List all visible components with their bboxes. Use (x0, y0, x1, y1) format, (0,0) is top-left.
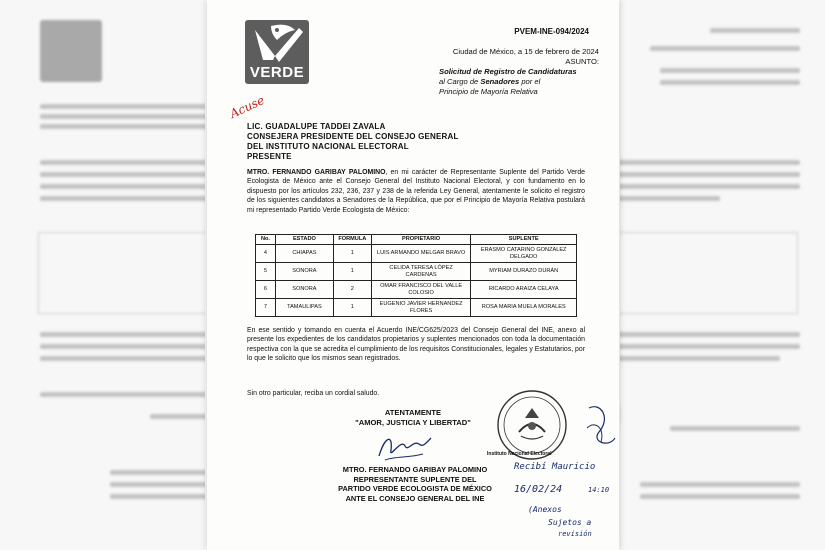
paragraph-1-text: , en mi carácter de Representante Suplente del Partido Verde Ecologista de México ante el Consejo General del Instituto Nacional Electoral, y con fundamento en lo dispuesto por los artículos 232, 236, 237 y 238 de la referida Ley General, atentamente le solicito el registro de los siguientes candidatos a Senadores de la República, que por el Principio de Mayoría Relativa postulará mi representado Partido Verde Ecologista de México: (247, 169, 586, 214)
cell-suplente: RICARDO ARAIZA CELAYA (471, 281, 577, 299)
background-blur-left (0, 0, 205, 550)
signer-block (295, 465, 535, 503)
cell-propietario: OMAR FRANCISCO DEL VALLE COLOSIO (371, 281, 471, 299)
table-row (256, 263, 577, 281)
cell-formula: 1 (333, 245, 371, 263)
candidates-table (255, 234, 577, 317)
table-row (256, 299, 577, 317)
header-propietario: PROPIETARIO (371, 235, 471, 245)
body-paragraph-3: Sin otro particular, reciba un cordial saludo. (247, 390, 380, 397)
addressee-name: LIC. GUADALUPE TADDEI ZAVALA (247, 122, 386, 131)
asunto-label: ASUNTO: (565, 57, 599, 66)
cell-formula: 2 (333, 281, 371, 299)
signature-scribble (375, 426, 435, 466)
body-paragraph-2: En ese sentido y tomando en cuenta el Acuerdo INE/CG625/2023 del Consejo General del INE, anexo al presente los expedientes de los candidatos propietarios y suplentes mencionados con toda la documentación respectiva con la que se acredita el cumplimiento de los requisitos Constitucionales, legales y Estatutarios, por lo que le solicito que los mismos sean registrados. (247, 327, 585, 363)
cell-estado: CHIAPAS (275, 245, 333, 263)
asunto-line-3: Principio de Mayoría Relativa (439, 87, 538, 96)
addressee-role-2: DEL INSTITUTO NACIONAL ELECTORAL (247, 142, 409, 151)
paragraph-1-sender: MTRO. FERNANDO GARIBAY PALOMINO (247, 169, 386, 176)
ghost-logo (40, 20, 102, 82)
table-row (256, 245, 577, 263)
closing-atentamente: ATENTAMENTE (384, 408, 442, 417)
verde-party-logo (245, 20, 309, 84)
cell-estado: SONORA (275, 281, 333, 299)
receipt-line-4: Sujetos a (548, 518, 592, 527)
cell-no: 6 (256, 281, 276, 299)
cell-propietario: LUIS ARMANDO MELGAR BRAVO (371, 245, 471, 263)
place-date: Ciudad de México, a 15 de febrero de 2024 (452, 47, 599, 56)
seal-caption: Instituto Nacional Electoral (487, 451, 552, 457)
body-paragraph-1 (247, 168, 585, 215)
reference-number: PVEM-INE-094/2024 (514, 27, 589, 36)
receipt-line-5: revisión (558, 530, 592, 538)
receipt-line-2: 16/02/24 (514, 484, 563, 495)
letter-document (207, 0, 619, 550)
table-header-row (256, 235, 577, 245)
background-blur-right (620, 0, 825, 550)
table-row (256, 281, 577, 299)
signer-line-4: ANTE EL CONSEJO GENERAL DEL INE (345, 493, 485, 503)
asunto-text (439, 67, 599, 97)
signer-line-1: MTRO. FERNANDO GARIBAY PALOMINO (342, 465, 488, 474)
cell-formula: 1 (333, 299, 371, 317)
asunto-line-2-post: por el (519, 77, 541, 86)
cell-propietario: EUGENIO JAVIER HERNANDEZ FLORES (371, 299, 471, 317)
initials-scribble (581, 398, 619, 458)
receipt-time: 14:10 (588, 486, 610, 494)
cell-no: 5 (256, 263, 276, 281)
addressee-role-1: CONSEJERA PRESIDENTE DEL CONSEJO GENERAL (247, 132, 459, 141)
asunto-line-2-bold: Senadores (480, 77, 520, 86)
header-formula: FORMULA (333, 235, 371, 245)
addressee-role-3: PRESENTE (247, 152, 292, 161)
handwritten-receipt-note (510, 462, 620, 547)
asunto-line-1: Solicitud de Registro de Candidaturas (439, 67, 577, 76)
cell-no: 7 (256, 299, 276, 317)
receipt-line-3: (Anexos (528, 505, 562, 514)
addressee-block (247, 122, 459, 162)
header-estado: ESTADO (275, 235, 333, 245)
cell-estado: SONORA (275, 263, 333, 281)
receipt-line-1: Recibí Mauricio (514, 462, 596, 472)
header-suplente: SUPLENTE (471, 235, 577, 245)
cell-suplente: ROSA MARIA MUELA MORALES (471, 299, 577, 317)
header-no: No. (256, 235, 276, 245)
cell-suplente: MYRIAM DURAZO DURÁN (471, 263, 577, 281)
cell-formula: 1 (333, 263, 371, 281)
handwritten-acuse: Acuse (227, 92, 267, 122)
cell-estado: TAMAULIPAS (275, 299, 333, 317)
cell-suplente: ERASMO CATARINO GONZALEZ DELGADO (471, 245, 577, 263)
asunto-line-2-pre: al Cargo de (439, 77, 481, 86)
logo-wordmark: VERDE (249, 64, 305, 81)
signer-line-3: PARTIDO VERDE ECOLOGISTA DE MÉXICO (338, 484, 492, 494)
party-motto: "AMOR, JUSTICIA Y LIBERTAD" (355, 418, 471, 427)
cell-no: 4 (256, 245, 276, 263)
cell-propietario: CELIDA TERESA LÓPEZ CARDENAS (371, 263, 471, 281)
signer-line-2: REPRESENTANTE SUPLENTE DEL (353, 474, 477, 484)
